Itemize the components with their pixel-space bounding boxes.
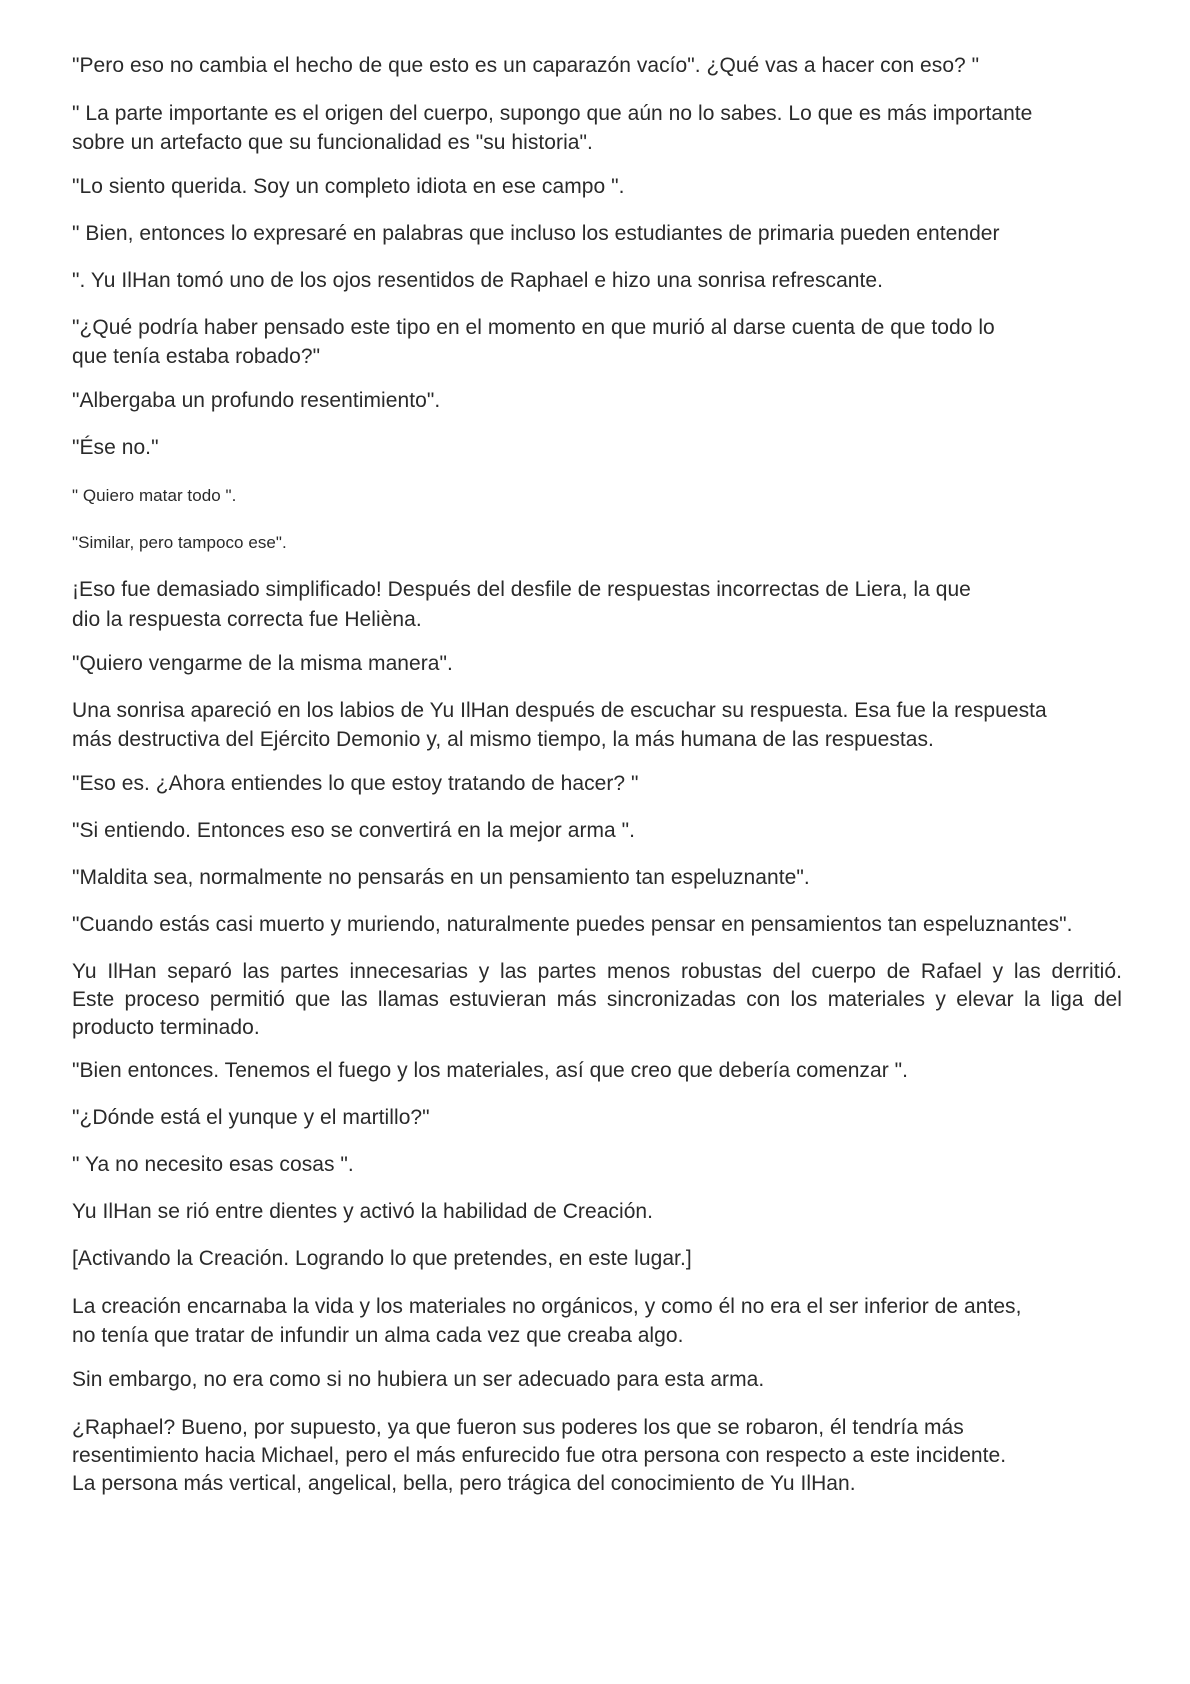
text-line: ¿Raphael? Bueno, por supuesto, ya que fueron sus poderes los que se robaron, él tendría más bbox=[72, 1416, 964, 1439]
text-line: resentimiento hacia Michael, pero el más enfurecido fue otra persona con respecto a este incidente. bbox=[72, 1444, 1007, 1467]
text-line: Yu IlHan se rió entre dientes y activó la habilidad de Creación. bbox=[72, 1200, 654, 1223]
text-line: ". Yu IlHan tomó uno de los ojos resentidos de Raphael e hizo una sonrisa refrescante. bbox=[72, 269, 884, 292]
text-line: Sin embargo, no era como si no hubiera un ser adecuado para esta arma. bbox=[72, 1368, 765, 1391]
text-line: "Lo siento querida. Soy un completo idiota en ese campo ". bbox=[72, 175, 625, 198]
text-line: Yu IlHan separó las partes innecesarias y las partes menos robustas del cuerpo de Rafael y las derritió. bbox=[72, 960, 1122, 983]
text-line: dio la respuesta correcta fue Helièna. bbox=[72, 608, 422, 631]
text-line: La creación encarnaba la vida y los materiales no orgánicos, y como él no era el ser inferior de antes, bbox=[72, 1295, 1022, 1318]
text-line: La persona más vertical, angelical, bella, pero trágica del conocimiento de Yu IlHan. bbox=[72, 1472, 856, 1495]
text-line: que tenía estaba robado?" bbox=[72, 345, 321, 368]
text-line: producto terminado. bbox=[72, 1016, 260, 1039]
text-line: "Quiero vengarme de la misma manera". bbox=[72, 652, 453, 675]
text-line: "Similar, pero tampoco ese". bbox=[72, 533, 287, 552]
text-line: "Eso es. ¿Ahora entiendes lo que estoy tratando de hacer? " bbox=[72, 772, 639, 795]
text-line: más destructiva del Ejército Demonio y, al mismo tiempo, la más humana de las respuestas. bbox=[72, 728, 934, 751]
text-line: "Albergaba un profundo resentimiento". bbox=[72, 389, 441, 412]
text-line: "Maldita sea, normalmente no pensarás en un pensamiento tan espeluznante". bbox=[72, 866, 810, 889]
text-line: Este proceso permitió que las llamas estuvieran más sincronizadas con los materiales y elevar la liga del bbox=[72, 988, 1122, 1011]
text-line: " Quiero matar todo ". bbox=[72, 486, 237, 505]
text-line: Una sonrisa apareció en los labios de Yu IlHan después de escuchar su respuesta. Esa fue la respuesta bbox=[72, 699, 1047, 722]
text-line: " La parte importante es el origen del cuerpo, supongo que aún no lo sabes. Lo que es más importante bbox=[72, 102, 1033, 125]
text-line: sobre un artefacto que su funcionalidad es "su historia". bbox=[72, 131, 593, 154]
text-line: "¿Qué podría haber pensado este tipo en el momento en que murió al darse cuenta de que todo lo bbox=[72, 316, 995, 339]
text-line: " Bien, entonces lo expresaré en palabras que incluso los estudiantes de primaria pueden entender bbox=[72, 222, 1000, 245]
text-line: "Bien entonces. Tenemos el fuego y los materiales, así que creo que debería comenzar ". bbox=[72, 1059, 909, 1082]
text-line: " Ya no necesito esas cosas ". bbox=[72, 1153, 354, 1176]
text-line: "Cuando estás casi muerto y muriendo, naturalmente puedes pensar en pensamientos tan espeluznantes". bbox=[72, 913, 1073, 936]
text-line: "Ése no." bbox=[72, 436, 159, 459]
text-line: [Activando la Creación. Logrando lo que pretendes, en este lugar.] bbox=[72, 1247, 692, 1270]
text-line: "¿Dónde está el yunque y el martillo?" bbox=[72, 1106, 430, 1129]
text-line: no tenía que tratar de infundir un alma cada vez que creaba algo. bbox=[72, 1324, 684, 1347]
text-line: "Si entiendo. Entonces eso se convertirá en la mejor arma ". bbox=[72, 819, 636, 842]
text-line: ¡Eso fue demasiado simplificado! Después del desfile de respuestas incorrectas de Liera, la que bbox=[72, 578, 971, 601]
text-line: "Pero eso no cambia el hecho de que esto es un caparazón vacío". ¿Qué vas a hacer con eso? " bbox=[72, 54, 980, 77]
